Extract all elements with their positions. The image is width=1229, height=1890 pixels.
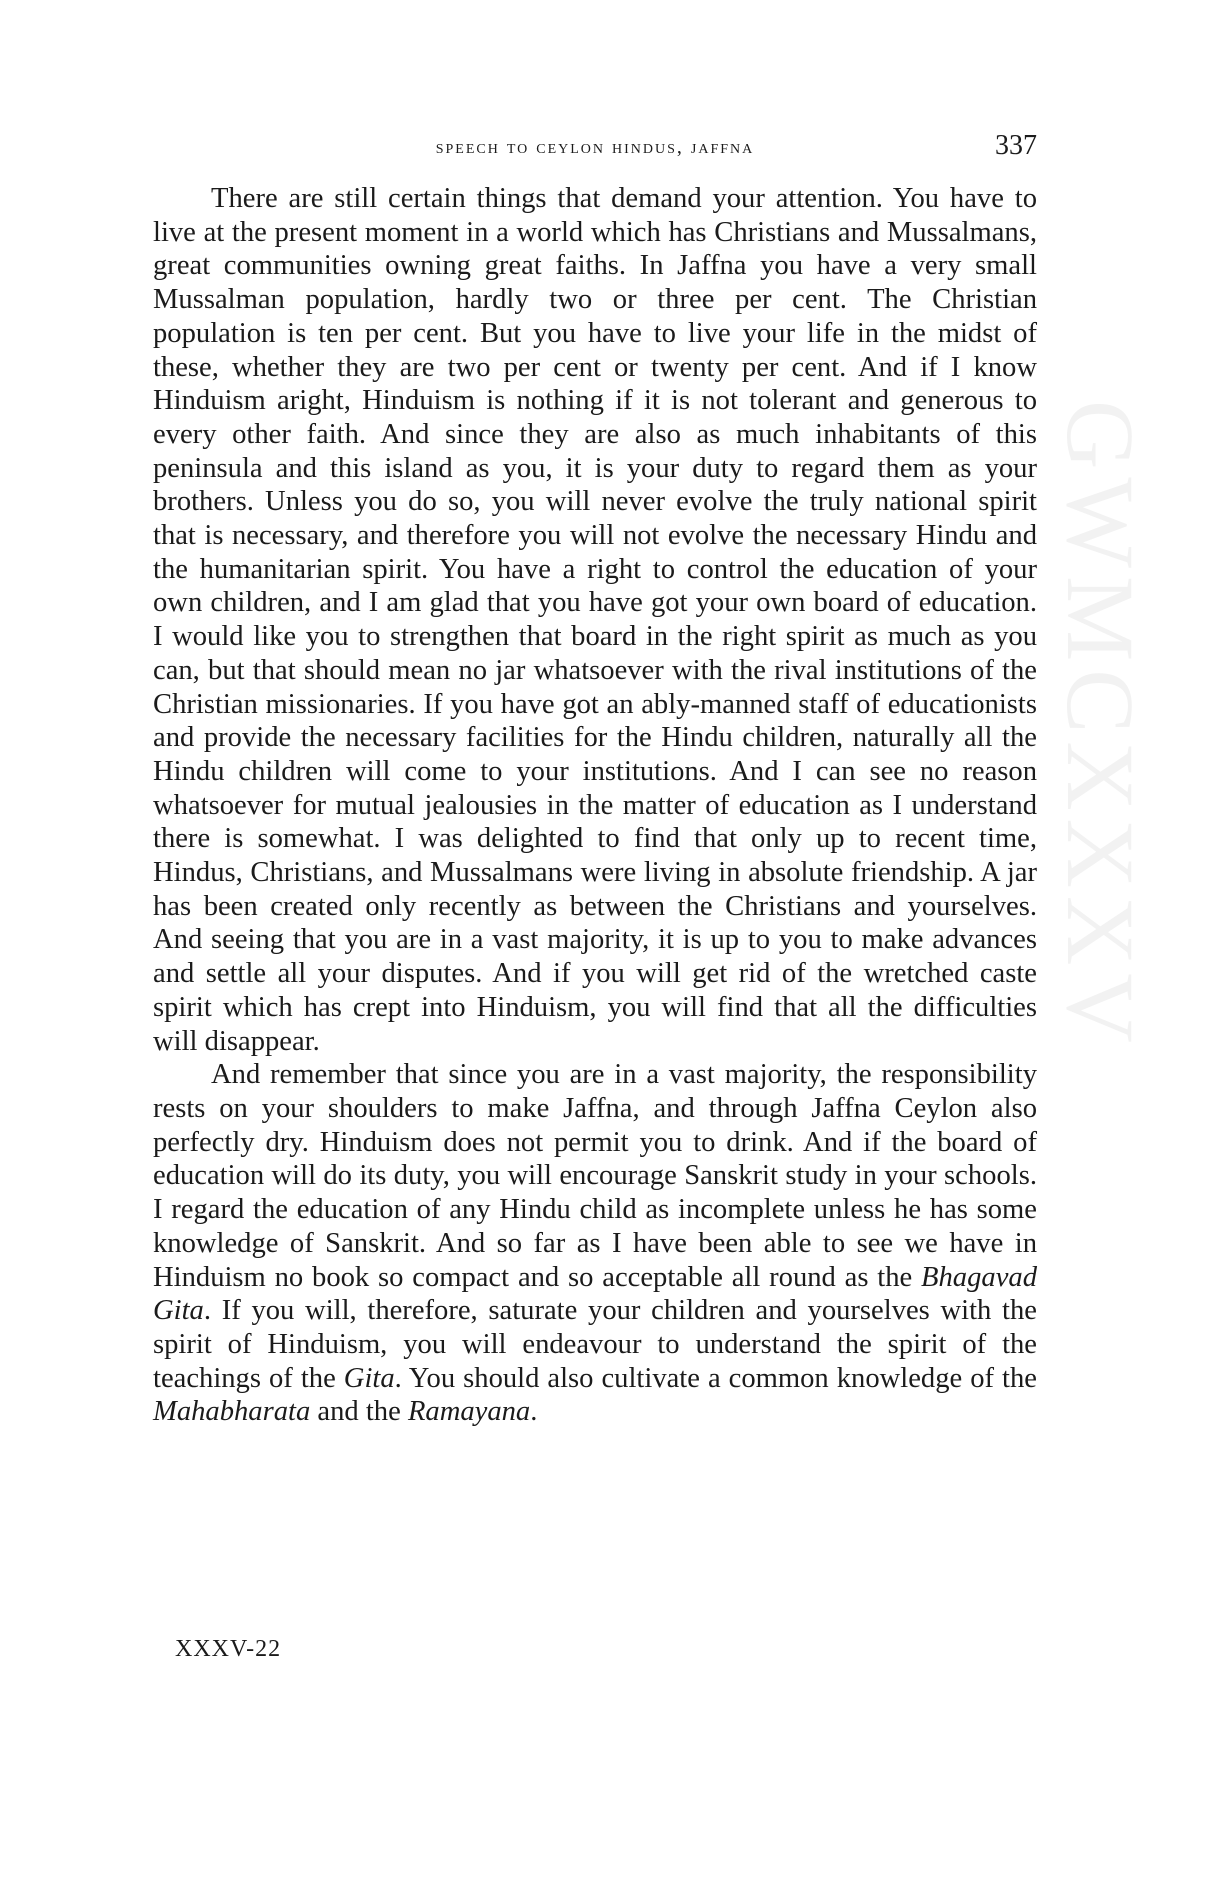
page-number: 337 — [995, 130, 1037, 161]
text-run: And remember that since you are in a vast majority, the responsibility rests on your shoulders to make Jaffna, and through Jaffna Ceylon also perfectly dry. Hinduism does not permit you to drink. And if the board of education will do its duty, you will encourage Sanskrit study in your schools. I regard the education of any Hindu child as incomplete unless he has some knowledge of Sanskrit. And so far as I have been able to see we have in Hinduism no book so compact and so acceptable all round as the — [153, 1059, 1037, 1293]
volume-signature: XXXV-22 — [175, 1636, 282, 1662]
text-run: . If you will, therefore, saturate your children and yourselves with the spirit of Hinduism, you will endeavour to understand the spirit of the teachings of the — [153, 1295, 1037, 1394]
text-run: There are still certain things that demand your attention. You have to live at the present moment in a world which has Christians and Mussalmans, great communities owning great faiths. In Jaffna you have a very small Mussalman population, hardly two or three per cent. The Christian population is ten per cent. But you have to live your life in the midst of these, whether they are two per cent or twenty per cent. And if I know Hinduism aright, Hinduism is nothing if it is not tolerant and generous to every other faith. And since they are also as much inhabitants of this peninsula and this island as you, it is your duty to regard them as your brothers. Unless you do so, you will never evolve the truly national spirit that is necessary, and therefore you will not evolve the necessary Hindu and the humanitarian spirit. You have a right to control the education of your own children, and I am glad that you have got your own board of education. I would like you to strengthen that board in the right spirit as much as you can, but that should mean no jar whatsoever with the rival institutions of the Christian missionaries. If you have got an ably-manned staff of educationists and provide the necessary facilities for the Hindu children, naturally all the Hindu children will come to your institutions. And I can see no reason whatsoever for mutual jealousies in the matter of education as I understand there is somewhat. I was delighted to find that only up to recent time, Hindus, Christians, and Mussalmans were living in absolute friendship. A jar has been created only recently as between the Christians and yourselves. And seeing that you are in a vast majority, it is up to you to make advances and settle all your disputes. And if you will get rid of the wretched caste spirit which has crept into Hinduism, you will find that all the difficulties will disappear. — [153, 183, 1037, 1057]
text-run: . — [530, 1396, 538, 1428]
running-head — [153, 130, 1037, 166]
italic-title: Mahabharata — [153, 1396, 311, 1428]
library-watermark: GWMCXXXV — [1047, 400, 1154, 1051]
italic-title: Gita — [343, 1362, 395, 1394]
paragraph — [153, 1058, 1037, 1429]
body-text — [153, 182, 1037, 1429]
paragraph — [153, 182, 1037, 1058]
italic-title: Bhagavad Gita — [153, 1261, 1037, 1327]
text-run: and the — [310, 1396, 408, 1428]
running-title: speech to ceylon hindus, jaffna — [435, 136, 755, 158]
italic-title: Ramayana — [407, 1396, 531, 1428]
text-run: . You should also cultivate a common knowledge of the — [394, 1362, 1037, 1394]
